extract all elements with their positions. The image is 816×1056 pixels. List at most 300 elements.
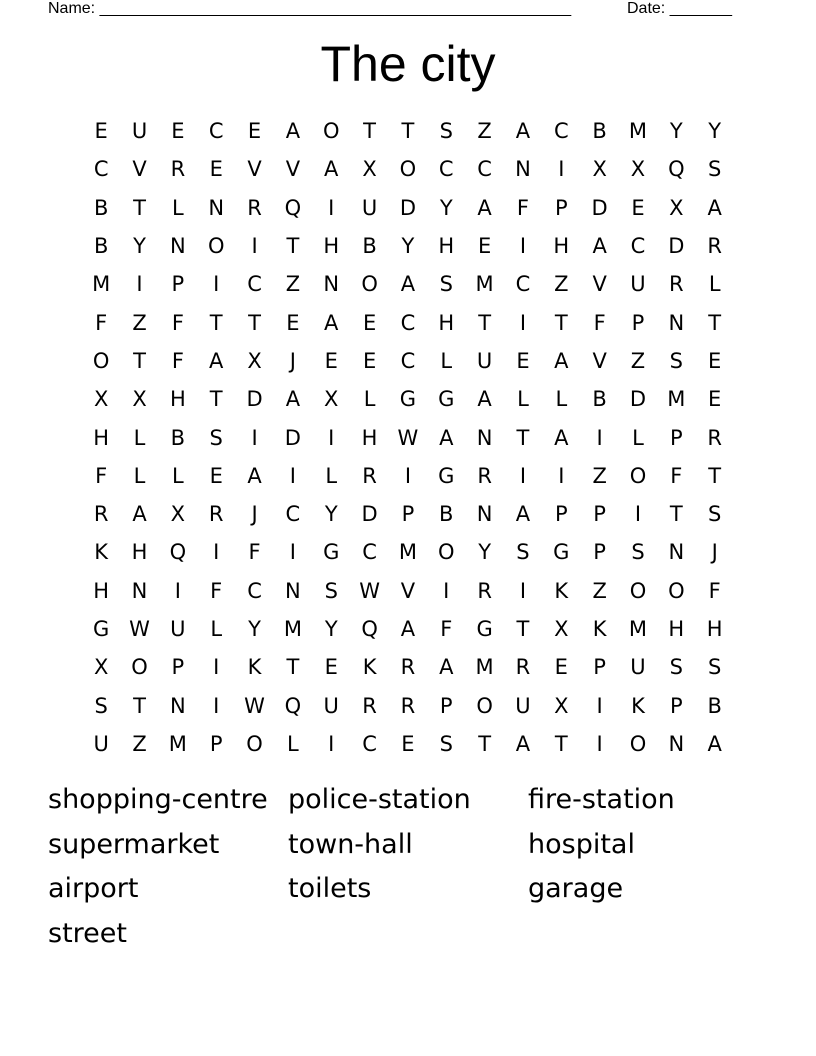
grid-letter: U <box>476 348 493 373</box>
grid-letter: P <box>554 195 568 220</box>
grid-letter: O <box>131 655 148 680</box>
grid-letter: R <box>247 195 262 220</box>
grid-letter: L <box>210 617 223 641</box>
grid-letter: S <box>708 502 722 527</box>
grid-letter: A <box>209 348 224 373</box>
grid-letter: P <box>669 425 683 450</box>
grid-row <box>82 725 734 763</box>
grid-letter: D <box>361 502 378 527</box>
grid-letter: U <box>131 119 148 144</box>
grid-letter: T <box>516 425 530 450</box>
grid-letter: F <box>708 578 721 603</box>
grid-letter: H <box>323 234 340 259</box>
grid-letter: Q <box>284 195 302 220</box>
grid-letter: K <box>247 655 262 680</box>
grid-row <box>82 418 734 456</box>
grid-letter: L <box>133 425 146 450</box>
grid-letter: R <box>707 425 722 450</box>
grid-letter: P <box>439 693 453 718</box>
grid-letter: I <box>519 578 527 603</box>
grid-row <box>82 495 734 533</box>
grid-letter: Q <box>284 693 302 718</box>
grid-letter: J <box>251 502 258 527</box>
grid-letter: I <box>213 272 220 297</box>
grid-letter: I <box>328 195 335 220</box>
grid-letter: U <box>630 272 646 297</box>
grid-letter: C <box>362 540 377 565</box>
grid-letter: I <box>634 502 642 527</box>
grid-letter: M <box>283 617 302 641</box>
grid-letter: I <box>596 731 603 756</box>
grid-letter: B <box>439 502 454 527</box>
grid-letter: A <box>439 655 454 680</box>
grid-letter: D <box>668 234 685 259</box>
grid-letter: N <box>208 195 225 220</box>
grid-letter: A <box>707 195 722 220</box>
grid-letter: T <box>209 387 223 412</box>
grid-letter: W <box>129 617 150 641</box>
grid-letter: P <box>669 693 683 718</box>
grid-row <box>82 150 734 188</box>
grid-letter: T <box>286 234 300 259</box>
grid-letter: S <box>708 157 722 182</box>
grid-letter: K <box>94 540 109 565</box>
grid-letter: I <box>328 731 335 756</box>
grid-letter: C <box>438 157 454 182</box>
grid-letter: C <box>553 119 569 144</box>
grid-letter: Y <box>401 234 415 259</box>
grid-letter: A <box>285 387 301 412</box>
grid-letter: C <box>477 157 492 182</box>
grid-letter: U <box>361 195 378 220</box>
grid-letter: S <box>209 425 223 450</box>
grid-letter: E <box>286 310 300 335</box>
grid-letter: I <box>328 425 335 450</box>
grid-letter: I <box>519 234 527 259</box>
grid-letter: R <box>362 463 377 488</box>
grid-letter: N <box>285 578 301 603</box>
grid-letter: A <box>477 195 492 220</box>
grid-letter: M <box>628 617 648 641</box>
grid-letter: E <box>324 348 338 373</box>
grid-letter: C <box>247 272 262 297</box>
grid-letter: I <box>558 157 565 182</box>
grid-letter: X <box>132 387 147 412</box>
grid-letter: G <box>399 387 417 412</box>
grid-letter: S <box>439 731 453 756</box>
grid-letter: Z <box>285 272 301 297</box>
grid-letter: C <box>247 578 262 603</box>
word-list-item: garage <box>528 873 624 905</box>
grid-letter: S <box>324 578 338 603</box>
grid-letter: D <box>284 425 301 450</box>
grid-row <box>82 533 734 571</box>
grid-letter: M <box>398 540 417 565</box>
grid-letter: P <box>171 655 185 680</box>
grid-letter: O <box>668 578 685 603</box>
grid-letter: A <box>515 119 531 144</box>
grid-letter: G <box>323 540 340 565</box>
grid-letter: H <box>169 387 186 412</box>
grid-letter: P <box>593 655 606 680</box>
grid-letter: P <box>209 731 223 756</box>
grid-letter: E <box>401 731 415 756</box>
grid-row <box>82 572 734 610</box>
grid-letter: I <box>289 463 296 488</box>
grid-letter: K <box>592 617 607 641</box>
name-field-label: Name: _____________________________________________________ <box>48 0 572 17</box>
grid-letter: A <box>400 617 416 641</box>
grid-letter: W <box>397 425 419 450</box>
grid-letter: O <box>476 693 493 718</box>
grid-letter: L <box>708 272 721 297</box>
grid-letter: S <box>94 693 108 718</box>
grid-letter: D <box>591 195 608 220</box>
page-title: The city <box>320 36 496 92</box>
grid-letter: C <box>630 234 646 259</box>
grid-letter: N <box>131 578 148 603</box>
grid-letter: L <box>632 425 644 450</box>
grid-row <box>82 189 734 227</box>
grid-letter: O <box>92 348 110 373</box>
grid-letter: A <box>515 502 531 527</box>
grid-letter: P <box>631 310 645 335</box>
grid-letter: R <box>477 463 492 488</box>
grid-letter: T <box>363 119 376 144</box>
grid-letter: O <box>399 157 417 182</box>
grid-row <box>82 648 734 686</box>
grid-letter: O <box>629 463 647 488</box>
grid-letter: V <box>592 348 607 373</box>
grid-letter: Y <box>478 540 492 565</box>
grid-letter: I <box>251 234 258 259</box>
grid-letter: L <box>517 387 529 412</box>
grid-letter: Q <box>361 617 378 641</box>
grid-row <box>82 303 734 341</box>
grid-letter: M <box>475 655 494 680</box>
grid-letter: W <box>359 578 380 603</box>
grid-letter: O <box>361 272 378 297</box>
grid-letter: G <box>438 463 455 488</box>
grid-letter: I <box>519 310 527 335</box>
grid-letter: C <box>93 157 109 182</box>
grid-letter: U <box>323 693 339 718</box>
grid-letter: X <box>247 348 262 373</box>
grid-letter: A <box>554 425 569 450</box>
word-list <box>48 780 768 959</box>
grid-letter: I <box>289 540 296 565</box>
grid-letter: A <box>285 119 301 144</box>
grid-letter: B <box>93 195 109 220</box>
grid-letter: F <box>248 540 261 565</box>
grid-letter: L <box>440 348 453 373</box>
grid-letter: T <box>554 731 568 756</box>
grid-letter: U <box>93 731 109 756</box>
grid-letter: E <box>554 655 568 680</box>
grid-letter: G <box>553 540 570 565</box>
grid-letter: E <box>324 655 338 680</box>
word-list-item: town-hall <box>288 828 413 860</box>
grid-letter: V <box>132 157 147 182</box>
grid-letter: L <box>172 463 184 488</box>
grid-letter: A <box>439 425 454 450</box>
grid-letter: C <box>515 272 531 297</box>
grid-letter: F <box>95 463 108 488</box>
grid-letter: O <box>322 119 340 144</box>
grid-letter: R <box>362 693 377 718</box>
grid-letter: H <box>438 234 455 259</box>
grid-letter: M <box>168 731 187 756</box>
grid-row <box>82 610 734 648</box>
grid-letter: A <box>592 234 607 259</box>
grid-letter: H <box>131 540 148 565</box>
grid-letter: X <box>170 502 186 527</box>
grid-letter: F <box>516 195 529 220</box>
grid-letter: H <box>706 617 723 641</box>
grid-letter: C <box>400 310 416 335</box>
grid-letter: I <box>443 578 450 603</box>
word-list-item: fire-station <box>528 784 675 815</box>
grid-letter: O <box>629 731 647 756</box>
word-list-item: street <box>48 918 127 950</box>
grid-letter: X <box>630 157 646 182</box>
grid-letter: Y <box>324 617 338 641</box>
grid-letter: K <box>362 655 377 680</box>
grid-letter: X <box>669 195 684 220</box>
grid-letter: R <box>208 502 224 527</box>
grid-letter: H <box>438 310 455 335</box>
grid-letter: O <box>629 578 647 603</box>
grid-letter: A <box>324 157 339 182</box>
grid-letter: Y <box>133 234 146 259</box>
grid-letter: L <box>133 463 146 488</box>
grid-letter: I <box>558 463 565 488</box>
grid-letter: E <box>171 119 185 144</box>
grid-letter: G <box>438 387 455 412</box>
grid-letter: M <box>667 387 686 412</box>
grid-letter: G <box>93 617 110 641</box>
grid-letter: X <box>324 387 339 412</box>
grid-letter: P <box>593 502 606 527</box>
grid-letter: L <box>363 387 376 412</box>
grid-letter: U <box>515 693 531 718</box>
grid-letter: A <box>324 310 339 335</box>
grid-letter: Y <box>248 617 261 641</box>
grid-letter: T <box>401 119 415 144</box>
grid-letter: N <box>170 234 186 259</box>
grid-letter: L <box>172 195 184 220</box>
grid-letter: P <box>554 502 568 527</box>
grid-letter: T <box>133 195 146 220</box>
grid-letter: B <box>592 119 607 144</box>
grid-row <box>82 686 734 724</box>
grid-letter: I <box>519 463 527 488</box>
word-list-item: hospital <box>528 828 635 860</box>
grid-letter: S <box>708 655 722 680</box>
grid-letter: F <box>95 310 108 335</box>
grid-row <box>82 112 734 150</box>
grid-letter: F <box>440 617 453 641</box>
grid-letter: Z <box>630 348 646 373</box>
grid-letter: Y <box>439 195 453 220</box>
grid-letter: N <box>476 425 493 450</box>
grid-letter: Y <box>324 502 338 527</box>
grid-letter: M <box>628 119 648 144</box>
grid-letter: H <box>93 578 110 603</box>
grid-letter: H <box>668 617 685 641</box>
grid-letter: S <box>669 655 683 680</box>
grid-letter: E <box>631 195 645 220</box>
grid-letter: A <box>554 348 569 373</box>
grid-letter: N <box>323 272 340 297</box>
grid-letter: F <box>171 310 184 335</box>
grid-letter: O <box>246 731 263 756</box>
grid-letter: E <box>708 348 722 373</box>
word-list-item: supermarket <box>48 828 220 860</box>
grid-letter: L <box>555 387 568 412</box>
grid-letter: X <box>362 157 377 182</box>
grid-letter: H <box>361 425 378 450</box>
grid-letter: J <box>289 348 296 373</box>
grid-letter: I <box>596 425 603 450</box>
grid-letter: R <box>515 655 531 680</box>
grid-letter: V <box>400 578 416 603</box>
grid-letter: N <box>170 693 186 718</box>
grid-letter: N <box>668 310 685 335</box>
grid-row <box>82 342 734 380</box>
grid-letter: Z <box>132 310 147 335</box>
grid-letter: I <box>213 540 220 565</box>
grid-letter: H <box>93 425 110 450</box>
grid-letter: D <box>629 387 647 412</box>
grid-letter: I <box>213 693 220 718</box>
grid-letter: E <box>477 234 492 259</box>
date-field-label: Date: _______ <box>627 0 732 17</box>
grid-letter: T <box>478 731 492 756</box>
grid-letter: Z <box>554 272 569 297</box>
grid-row <box>82 457 734 495</box>
grid-letter: Q <box>668 157 685 182</box>
grid-letter: K <box>631 693 645 718</box>
grid-letter: I <box>213 655 220 680</box>
grid-letter: A <box>400 272 416 297</box>
grid-letter: E <box>94 119 108 144</box>
grid-letter: P <box>171 272 185 297</box>
grid-letter: E <box>362 310 377 335</box>
grid-letter: V <box>247 157 262 182</box>
grid-letter: T <box>478 310 492 335</box>
grid-letter: V <box>592 272 607 297</box>
grid-letter: H <box>553 234 570 259</box>
grid-letter: B <box>707 693 722 718</box>
grid-letter: S <box>439 272 453 297</box>
grid-letter: U <box>630 655 646 680</box>
grid-letter: B <box>93 234 109 259</box>
grid-letter: I <box>251 425 258 450</box>
grid-letter: B <box>362 234 377 259</box>
grid-letter: R <box>477 578 492 603</box>
grid-letter: E <box>516 348 530 373</box>
grid-letter: K <box>554 578 569 603</box>
grid-letter: P <box>401 502 415 527</box>
grid-letter: N <box>515 157 531 182</box>
grid-letter: I <box>136 272 143 297</box>
grid-letter: Y <box>669 119 683 144</box>
grid-letter: C <box>285 502 301 527</box>
grid-letter: R <box>400 655 416 680</box>
grid-letter: T <box>133 693 146 718</box>
grid-letter: T <box>708 463 722 488</box>
grid-letter: S <box>516 540 530 565</box>
grid-letter: R <box>707 234 722 259</box>
grid-letter: G <box>476 617 493 641</box>
grid-letter: M <box>475 272 494 297</box>
grid-letter: D <box>399 195 416 220</box>
word-search-grid <box>82 112 734 763</box>
grid-letter: N <box>476 502 493 527</box>
grid-letter: E <box>247 119 262 144</box>
grid-letter: T <box>516 617 530 641</box>
grid-letter: T <box>554 310 568 335</box>
grid-letter: T <box>669 502 683 527</box>
grid-letter: Z <box>477 119 492 144</box>
grid-letter: S <box>669 348 683 373</box>
grid-letter: L <box>287 731 299 756</box>
grid-letter: I <box>404 463 412 488</box>
grid-letter: T <box>286 655 300 680</box>
grid-letter: Q <box>169 540 187 565</box>
grid-letter: U <box>170 617 186 641</box>
grid-letter: F <box>210 578 223 603</box>
grid-letter: X <box>554 693 569 718</box>
grid-letter: A <box>132 502 147 527</box>
grid-letter: C <box>400 348 416 373</box>
grid-letter: A <box>515 731 531 756</box>
grid-letter: R <box>93 502 109 527</box>
grid-letter: Y <box>708 119 722 144</box>
word-list-item: airport <box>48 873 139 905</box>
grid-letter: A <box>477 387 492 412</box>
grid-letter: X <box>93 387 109 412</box>
grid-letter: E <box>362 348 377 373</box>
grid-letter: A <box>707 731 722 756</box>
grid-letter: C <box>208 119 224 144</box>
grid-row <box>82 380 734 418</box>
grid-letter: D <box>246 387 263 412</box>
grid-letter: J <box>711 540 718 565</box>
grid-letter: T <box>248 310 261 335</box>
grid-letter: R <box>669 272 684 297</box>
grid-letter: X <box>93 655 109 680</box>
grid-letter: P <box>593 540 606 565</box>
grid-letter: F <box>593 310 606 335</box>
grid-letter: W <box>244 693 265 718</box>
grid-letter: E <box>708 387 722 412</box>
grid-letter: L <box>325 463 338 488</box>
grid-letter: C <box>362 731 377 756</box>
grid-letter: T <box>708 310 722 335</box>
word-list-item: shopping-centre <box>48 784 268 815</box>
grid-letter: N <box>668 731 685 756</box>
grid-letter: E <box>209 157 223 182</box>
grid-letter: X <box>554 617 569 641</box>
grid-letter: E <box>209 463 223 488</box>
grid-letter: N <box>668 540 685 565</box>
grid-letter: S <box>439 119 453 144</box>
grid-letter: M <box>92 272 111 297</box>
word-list-item: toilets <box>288 873 372 905</box>
grid-letter: V <box>285 157 301 182</box>
